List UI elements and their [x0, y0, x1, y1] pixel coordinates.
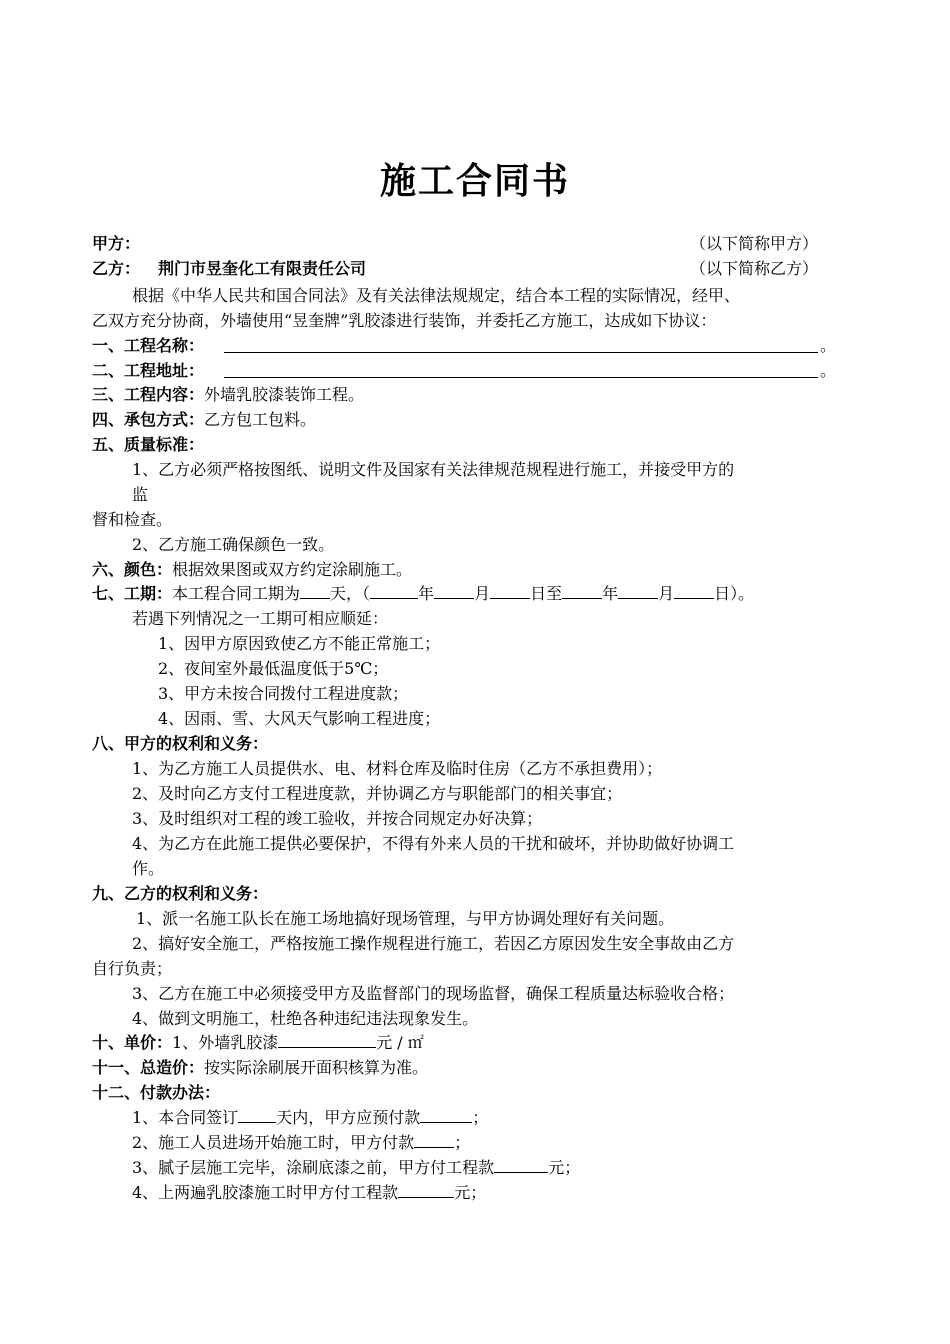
- start-year-label: 年: [418, 584, 435, 603]
- payment-item-3-text: 3、腻子层施工完毕，涂刷底漆之前，甲方付工程款: [132, 1158, 495, 1177]
- intro-line-1: 根据《中华人民共和国合同法》及有关法律法规规定，结合本工程的实际情况，经甲、: [132, 286, 741, 305]
- unit-price-unit: 元 / ㎡: [376, 1033, 424, 1052]
- duration-days-unit: 天，（: [330, 584, 371, 603]
- payment-item-3: [132, 1156, 580, 1180]
- payment-item-2-text: 2、施工人员进场开始施工时，甲方付款: [132, 1133, 415, 1152]
- end-year-blank[interactable]: [562, 582, 602, 599]
- section-11-heading: 十一、总造价：: [92, 1058, 205, 1077]
- payment-item-4: [132, 1181, 486, 1205]
- section-6-text: 根据效果图或双方约定涂刷施工。: [172, 560, 413, 579]
- section-10: [92, 1031, 424, 1055]
- section-5-heading: 五、质量标准：: [92, 435, 205, 454]
- section-7-item: 2、夜间室外最低温度低于5℃；: [158, 659, 389, 678]
- section-4-text: 乙方包工包料。: [204, 410, 317, 429]
- section-11: [92, 1056, 428, 1080]
- section-11-text: 按实际涂刷展开面积核算为准。: [204, 1058, 429, 1077]
- payment-item-3-end: 元；: [548, 1158, 581, 1177]
- section-5-item-2: 2、乙方施工确保颜色一致。: [132, 535, 335, 554]
- payment-item-4-text: 4、上两遍乳胶漆施工时甲方付工程款: [132, 1183, 399, 1202]
- section-3: [92, 383, 364, 407]
- section-9-heading: 九、乙方的权利和义务：: [92, 884, 269, 903]
- end-day-label: 日）。: [714, 584, 755, 603]
- end-month-label: 月: [658, 584, 675, 603]
- party-b-note: （以下简称乙方）: [690, 259, 819, 278]
- section-9-item-4: 4、做到文明施工，杜绝各种违纪违法现象发生。: [132, 1009, 479, 1028]
- section-8-item: 4、为乙方在此施工提供必要保护，不得有外来人员的干扰和破坏，并协助做好协调工: [132, 834, 735, 853]
- start-day-label: 日至: [530, 584, 563, 603]
- section-5-item-1b: 监: [132, 485, 149, 504]
- end-year-label: 年: [602, 584, 619, 603]
- section-3-text: 外墙乳胶漆装饰工程。: [204, 385, 365, 404]
- section-9-item-2a: 2、搞好安全施工，严格按施工操作规程进行施工，若因乙方原因发生安全事故由乙方: [132, 934, 735, 953]
- payment-item-1: [132, 1106, 488, 1130]
- section-6-heading: 六、颜色：: [92, 560, 173, 579]
- section-7-condition: 若遇下列情况之一工期可相应顺延：: [132, 609, 389, 628]
- section-7-heading: 七、工期：: [92, 584, 173, 603]
- payment-4-amount-blank[interactable]: [398, 1181, 454, 1198]
- section-5-item-1c: 督和检查。: [92, 510, 173, 529]
- payment-item-2-end: ；: [454, 1133, 471, 1152]
- section-8-item: 1、为乙方施工人员提供水、电、材料仓库及临时住房（乙方不承担费用）；: [132, 759, 663, 778]
- start-day-blank[interactable]: [490, 582, 530, 599]
- section-7-item: 1、因甲方原因致使乙方不能正常施工；: [158, 634, 441, 653]
- project-address-blank[interactable]: [224, 377, 818, 378]
- section-9-item-2b: 自行负责；: [92, 959, 173, 978]
- party-a-label: 甲方：: [92, 234, 141, 253]
- party-a-note: （以下简称甲方）: [690, 234, 819, 253]
- section-9-item-3: 3、乙方在施工中必须接受甲方及监督部门的现场监督，确保工程质量达标验收合格；: [132, 984, 735, 1003]
- unit-price-blank[interactable]: [278, 1031, 376, 1048]
- section-8-item: 2、及时向乙方支付工程进度款，并协调乙方与职能部门的相关事宜；: [132, 784, 623, 803]
- section-5-item-1a: 1、乙方必须严格按图纸、说明文件及国家有关法律规范规程进行施工，并接受甲方的: [132, 460, 735, 479]
- payment-item-1-text-2: 天内，甲方应预付款: [276, 1108, 421, 1127]
- section-7-item: 3、甲方未按合同拨付工程进度款；: [158, 684, 409, 703]
- start-month-label: 月: [474, 584, 491, 603]
- section-9-item-1: 1、派一名施工队长在施工场地搞好现场管理，与甲方协调处理好有关问题。: [136, 909, 675, 928]
- section-8-heading: 八、甲方的权利和义务：: [92, 734, 269, 753]
- section-2-end: 。: [820, 361, 837, 380]
- section-2: [92, 359, 204, 383]
- end-day-blank[interactable]: [674, 582, 714, 599]
- section-3-heading: 三、工程内容：: [92, 385, 205, 404]
- section-2-heading: 二、工程地址：: [92, 361, 205, 380]
- prepay-days-blank[interactable]: [238, 1106, 276, 1123]
- section-1-heading: 一、工程名称：: [92, 336, 205, 355]
- payment-item-1-text: 1、本合同签订: [132, 1108, 239, 1127]
- payment-item-2: [132, 1131, 470, 1155]
- payment-2-amount-blank[interactable]: [414, 1131, 454, 1148]
- start-year-blank[interactable]: [370, 582, 418, 599]
- section-1: [92, 334, 204, 358]
- payment-3-amount-blank[interactable]: [494, 1156, 548, 1173]
- party-a-line: [92, 232, 140, 256]
- section-8-item-4-cont: 作。: [132, 859, 165, 878]
- intro-line-2: 乙双方充分协商，外墙使用“昱奎牌”乳胶漆进行装饰，并委托乙方施工，达成如下协议：: [92, 311, 717, 330]
- duration-days-blank[interactable]: [300, 582, 330, 599]
- party-b-value: 荆门市昱奎化工有限责任公司: [158, 259, 367, 278]
- payment-item-4-end: 元；: [454, 1183, 487, 1202]
- payment-item-1-end: ；: [472, 1108, 489, 1127]
- end-month-blank[interactable]: [618, 582, 658, 599]
- start-month-blank[interactable]: [434, 582, 474, 599]
- section-7: [92, 582, 754, 606]
- section-4: [92, 408, 316, 432]
- party-b-label: 乙方：: [92, 259, 141, 278]
- section-12-heading: 十二、付款办法：: [92, 1083, 221, 1102]
- section-1-end: 。: [820, 336, 837, 355]
- party-b-line: [92, 257, 366, 281]
- project-name-blank[interactable]: [224, 352, 818, 353]
- section-7-item: 4、因雨、雪、大风天气影响工程进度；: [158, 709, 441, 728]
- section-10-heading: 十、单价：: [92, 1033, 173, 1052]
- section-10-text: 1、外墙乳胶漆: [172, 1033, 279, 1052]
- prepay-amount-blank[interactable]: [420, 1106, 472, 1123]
- section-8-item: 3、及时组织对工程的竣工验收，并按合同规定办好决算；: [132, 809, 543, 828]
- section-4-heading: 四、承包方式：: [92, 410, 205, 429]
- document-title: 施工合同书: [379, 160, 570, 202]
- duration-text: 本工程合同工期为: [172, 584, 301, 603]
- section-6: [92, 558, 412, 582]
